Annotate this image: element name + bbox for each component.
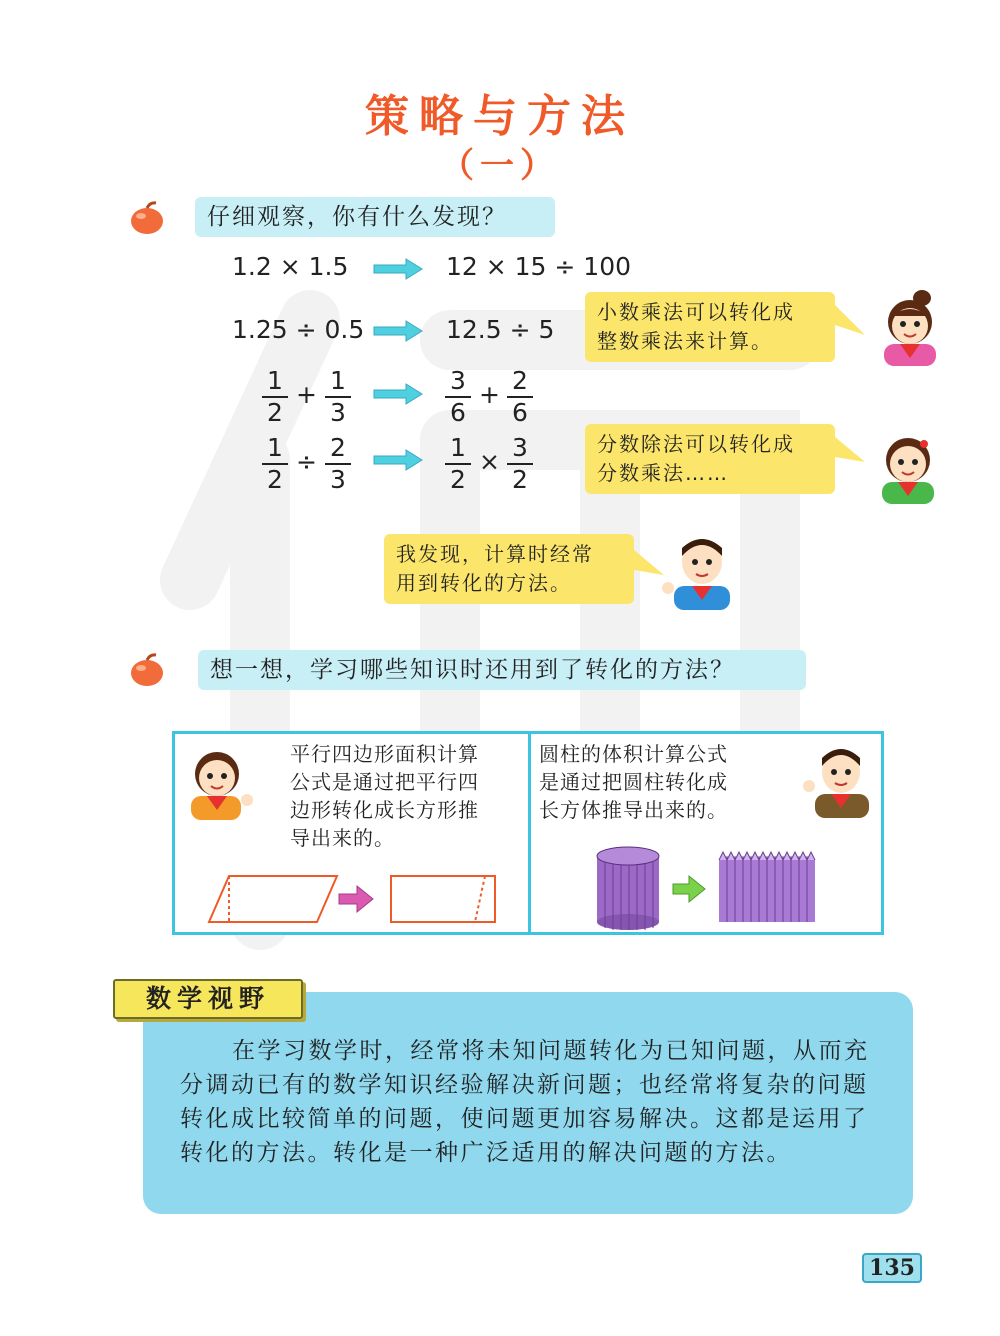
- parallelogram-to-rectangle-diagram: [207, 872, 507, 928]
- text-line: 长方体推导出来的。: [539, 798, 728, 822]
- bubble-line: 分数乘法……: [597, 461, 729, 485]
- text-line: 公式是通过把平行四: [290, 770, 479, 794]
- boy-avatar-icon: [803, 738, 879, 818]
- speech-bubble-3: [384, 534, 634, 604]
- bubble-line: 我发现，计算时经常: [396, 542, 594, 566]
- fraction: 2 3: [323, 433, 353, 495]
- page-title: 策略与方法: [365, 91, 635, 142]
- speech-bubble-1: [585, 292, 835, 362]
- girl-avatar-icon: [870, 286, 950, 366]
- arrow-icon: [372, 258, 424, 280]
- cylinder-explanation: [539, 740, 779, 824]
- fraction: 3 6: [443, 366, 473, 428]
- page-number: 135: [862, 1253, 922, 1283]
- arrow-icon: [372, 320, 424, 342]
- math-field-text: 在学习数学时，经常将未知问题转化为已知问题，从而充分调动已有的数学知识经验解决新问题；也经常将复杂的问题转化成比较简单的问题，使问题更加容易解决。这都是运用了转化的方法。转化是一种广泛适用的解决问题的方法。: [180, 1038, 870, 1166]
- question-bar-2: 想一想，学习哪些知识时还用到了转化的方法？: [198, 650, 806, 690]
- bubble-line: 分数除法可以转化成: [597, 432, 795, 456]
- operator: ×: [479, 447, 500, 476]
- fraction: 1 2: [260, 366, 290, 428]
- cylinder-to-cuboid-diagram: [593, 844, 883, 930]
- math-field-label: 数学视野: [113, 979, 303, 1019]
- expr-line1-right: 12 × 15 ÷ 100: [446, 252, 632, 281]
- boy-avatar-icon: [660, 526, 740, 610]
- bubble-tail: [835, 432, 865, 472]
- fraction: 1 2: [260, 433, 290, 495]
- apple-bullet-icon: [128, 652, 166, 688]
- fraction: 2 6: [505, 366, 535, 428]
- arrow-icon: [372, 449, 424, 471]
- bubble-tail: [835, 300, 865, 340]
- arrow-icon: [372, 383, 424, 405]
- fraction: 1 2: [443, 433, 473, 495]
- expr-line1-left: 1.2 × 1.5: [232, 252, 349, 281]
- text-line: 平行四边形面积计算: [290, 742, 479, 766]
- text-line: 圆柱的体积计算公式: [539, 742, 728, 766]
- bubble-line: 整数乘法来计算。: [597, 329, 773, 353]
- operator: +: [296, 380, 317, 409]
- parallelogram-explanation: [290, 740, 522, 852]
- box-divider: [528, 734, 531, 932]
- text-line: 导出来的。: [290, 826, 395, 850]
- operator: +: [479, 380, 500, 409]
- text-line: 是通过把圆柱转化成: [539, 770, 728, 794]
- page-subtitle: （一）: [440, 146, 560, 186]
- expr-line2-right: 12.5 ÷ 5: [446, 315, 555, 344]
- apple-bullet-icon: [128, 200, 166, 236]
- fraction: 1 3: [323, 366, 353, 428]
- girl-avatar-icon: [181, 740, 257, 820]
- speech-bubble-2: [585, 424, 835, 494]
- text-line: 边形转化成长方形推: [290, 798, 479, 822]
- question-bar-1: 仔细观察，你有什么发现？: [195, 197, 555, 237]
- girl-avatar-icon: [868, 424, 948, 504]
- fraction: 3 2: [505, 433, 535, 495]
- transformation-examples-box: [172, 731, 884, 935]
- expr-line2-left: 1.25 ÷ 0.5: [232, 315, 365, 344]
- operator: ÷: [296, 447, 317, 476]
- bubble-line: 小数乘法可以转化成: [597, 300, 795, 324]
- bubble-line: 用到转化的方法。: [396, 571, 572, 595]
